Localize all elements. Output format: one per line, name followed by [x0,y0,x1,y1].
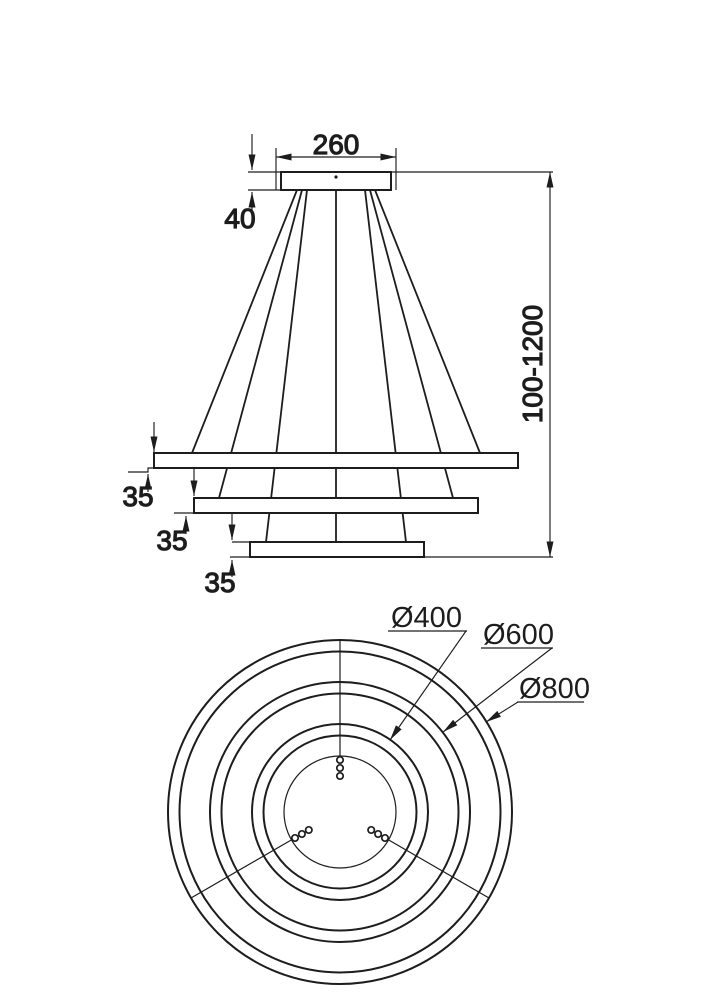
ring-600-height-label: 35 [156,525,188,556]
dim-canopy-height [224,134,281,234]
wire-beads [292,757,388,841]
suspension-wires [192,190,480,542]
ring-400-height-label: 35 [204,567,236,598]
side-elevation-view [122,129,553,598]
diameter-400-label: Ø400 [391,602,462,634]
ceiling-canopy [281,172,391,190]
suspension-length-label: 100-1200 [517,304,548,424]
ring-400-side [250,542,424,557]
ring-800-side [154,453,518,468]
diameter-800-label: Ø800 [519,673,590,705]
canopy-height-label: 40 [224,203,256,234]
dim-ring-600-height [156,469,194,556]
cable-hole-dot [334,175,337,178]
plan-view [168,602,590,984]
label-diameter-800 [486,673,590,722]
diameter-600-label: Ø600 [483,619,554,651]
dim-ring-400-height [204,514,250,598]
canopy-width-label: 260 [312,129,360,160]
label-diameter-400 [388,602,467,740]
ring-800-height-label: 35 [122,481,154,512]
ring-600-side [194,498,478,513]
dim-ring-800-height [122,422,154,512]
